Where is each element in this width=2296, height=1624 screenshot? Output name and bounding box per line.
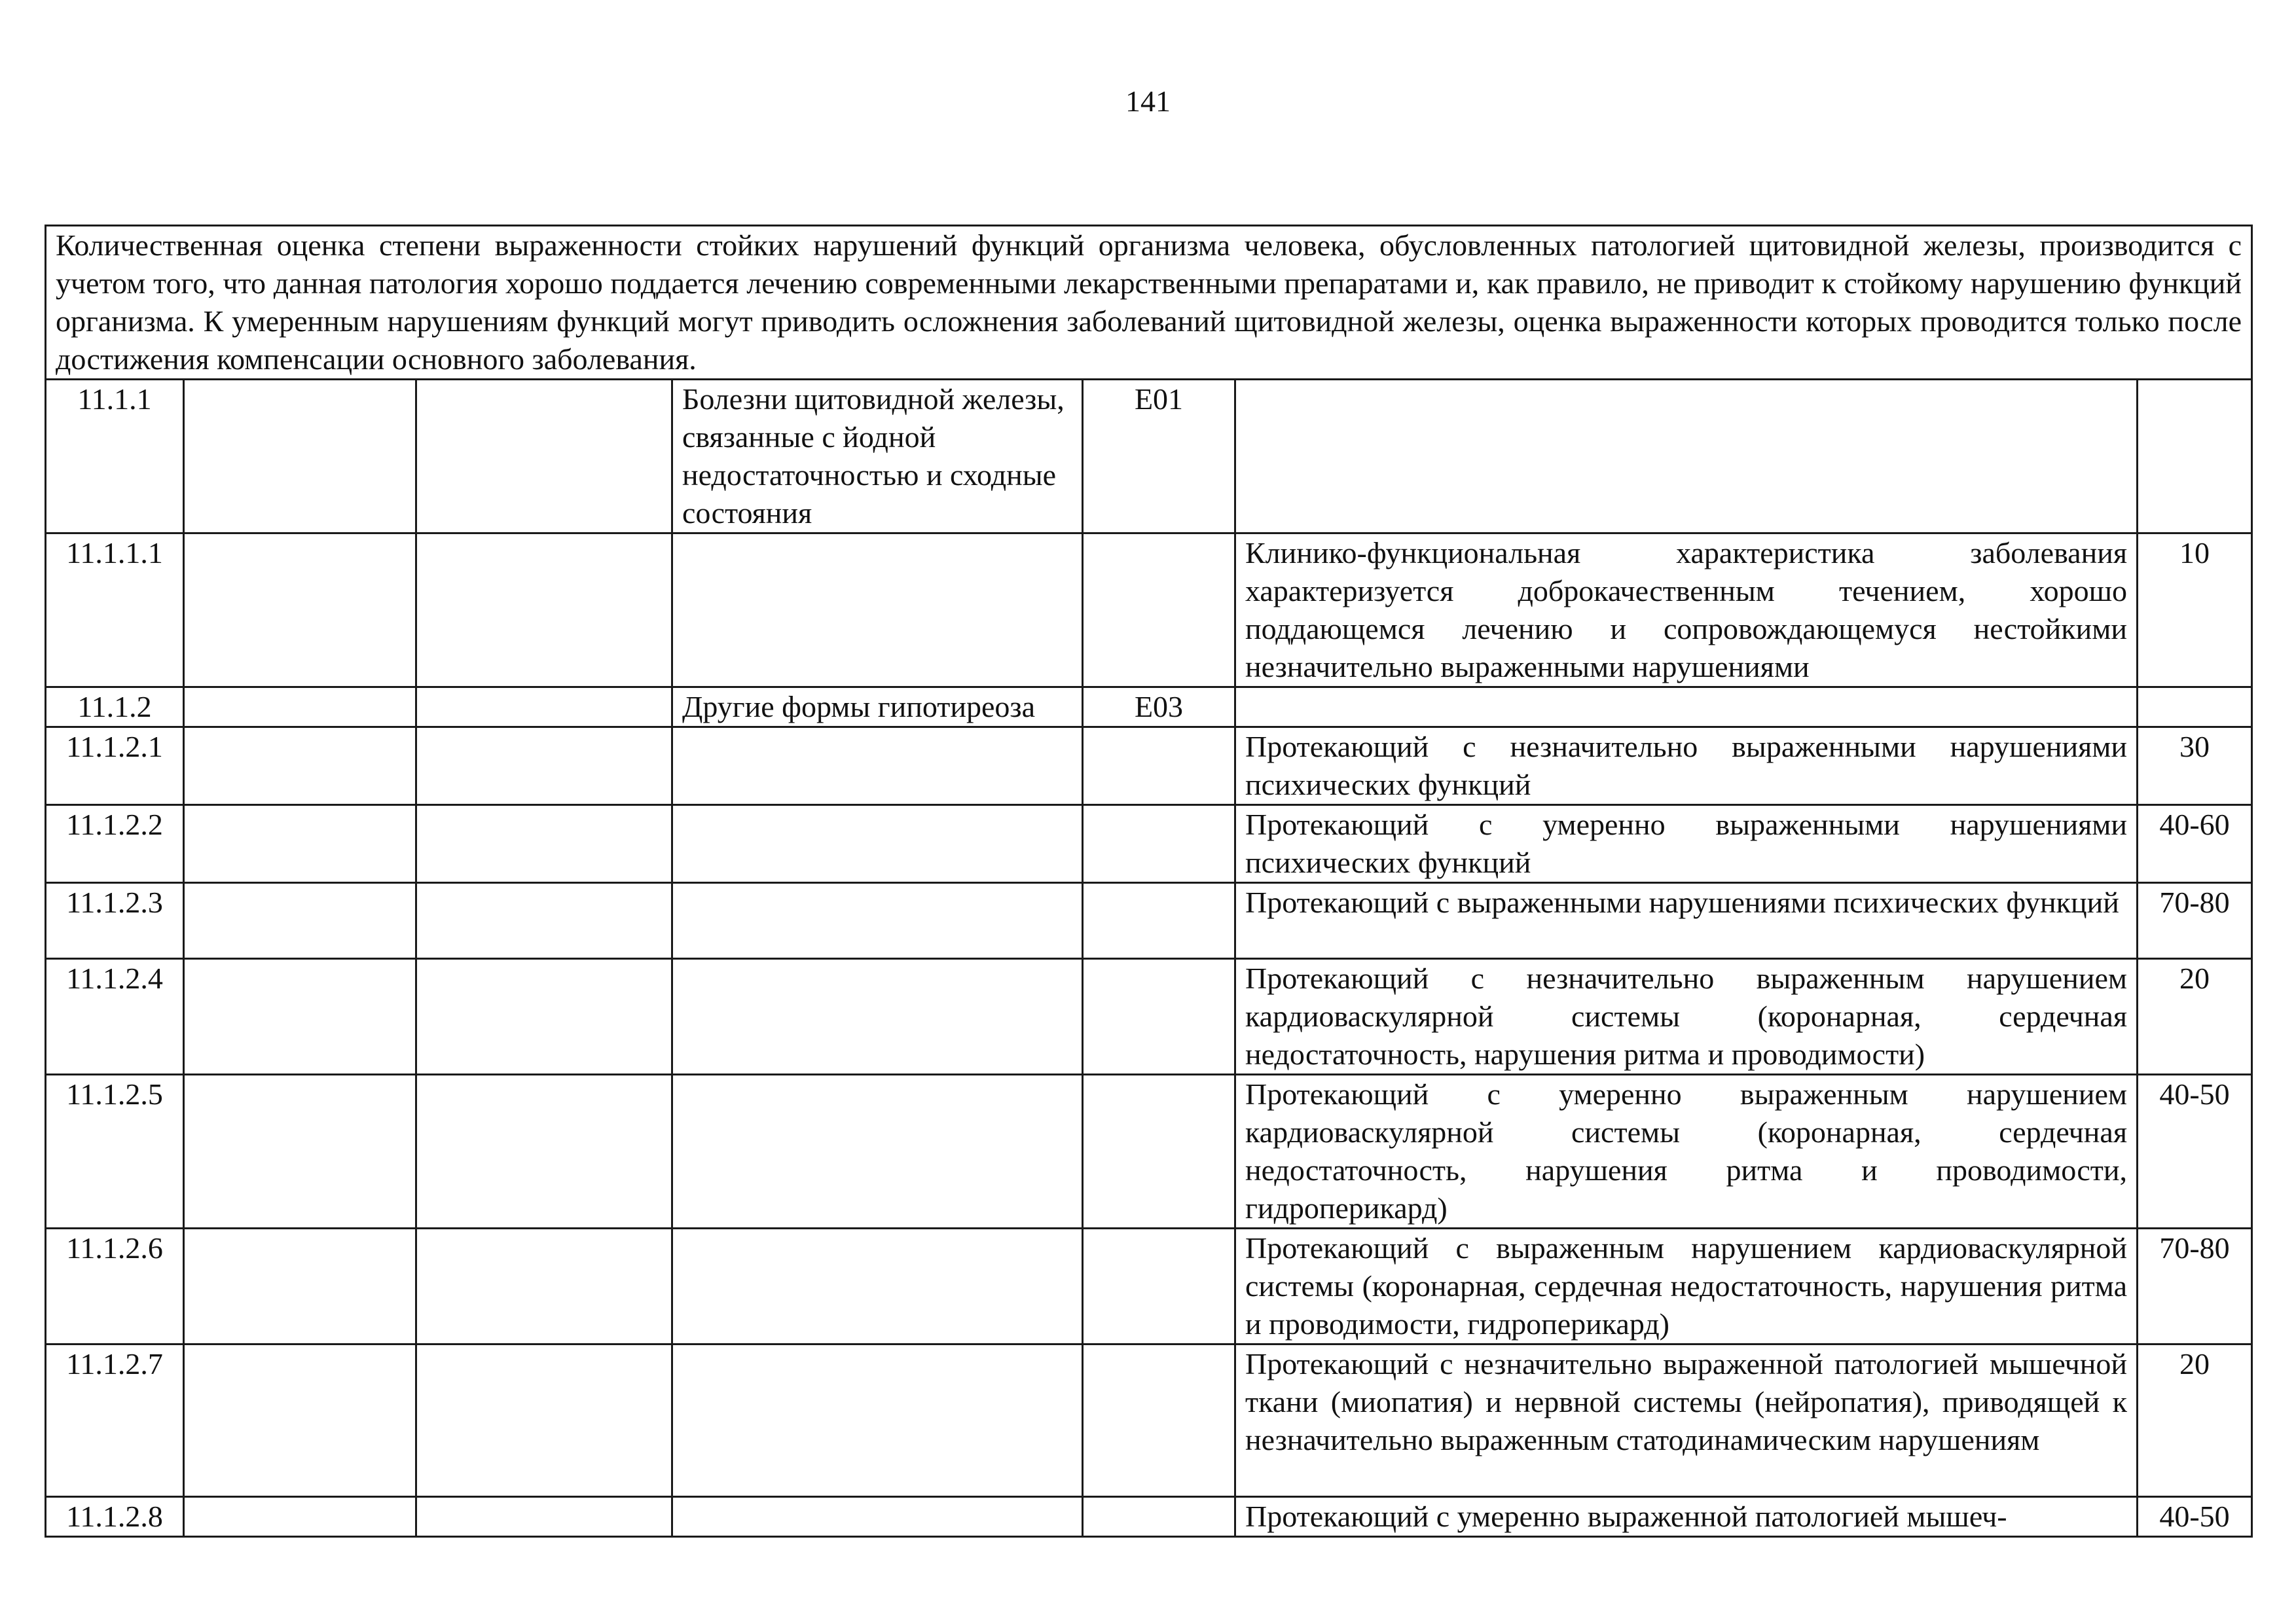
row-icd-code [1083,533,1235,687]
empty-cell [416,727,672,805]
intro-text: Количественная оценка степени выраженности стойких нарушений функций организма человека, обусловленных патологией щитовидной железы, производится с учетом того, что данная патология хорошо поддается лечению современными лекарственными препаратами и, как правило, не приводит к стойкому нарушению функций организма. К умеренным нарушениям функций могут приводить осложнения заболеваний щитовидной железы, оценка выраженности которых проводится только после достижения компенсации основного заболевания. [46,226,2252,380]
table-row [46,959,2252,1075]
empty-cell [184,533,416,687]
row-condition-name [672,959,1083,1075]
row-percentage [2138,380,2252,533]
empty-cell [416,1344,672,1497]
row-condition-name: Болезни щитовидной железы, связанные с йодной недостаточностью и сходные состояния [672,380,1083,533]
row-description [1235,687,2138,727]
row-percentage: 20 [2138,959,2252,1075]
classification-table [45,225,2253,1538]
row-percentage: 10 [2138,533,2252,687]
row-icd-code [1083,1229,1235,1344]
table-row [46,883,2252,959]
table-row [46,533,2252,687]
row-code: 11.1.2 [46,687,184,727]
row-description: Протекающий с выраженным нарушением кардиоваскулярной системы (коронарная, сердечная недостаточность, нарушения ритма и проводимости, гидроперикард) [1235,1229,2138,1344]
table-row [46,727,2252,805]
row-condition-name [672,533,1083,687]
row-icd-code [1083,727,1235,805]
empty-cell [184,687,416,727]
table-row [46,1075,2252,1229]
empty-cell [184,959,416,1075]
row-description: Протекающий с умеренно выраженным нарушением кардиоваскулярной системы (коронарная, сердечная недостаточность, нарушения ритма и проводимости, гидроперикард) [1235,1075,2138,1229]
empty-cell [416,533,672,687]
row-percentage: 20 [2138,1344,2252,1497]
row-percentage: 70-80 [2138,1229,2252,1344]
row-code: 11.1.2.3 [46,883,184,959]
empty-cell [416,1497,672,1537]
row-icd-code [1083,805,1235,883]
page-number: 141 [1125,84,1171,118]
row-percentage: 40-50 [2138,1497,2252,1537]
row-description [1235,380,2138,533]
row-percentage: 40-60 [2138,805,2252,883]
row-percentage: 40-50 [2138,1075,2252,1229]
row-description: Протекающий с умеренно выраженной патологией мышеч- [1235,1497,2138,1537]
row-condition-name [672,1075,1083,1229]
row-condition-name [672,1229,1083,1344]
row-code: 11.1.1 [46,380,184,533]
row-code: 11.1.2.1 [46,727,184,805]
row-icd-code [1083,1497,1235,1537]
table-row [46,1344,2252,1497]
row-condition-name: Другие формы гипотиреоза [672,687,1083,727]
table-row [46,1229,2252,1344]
row-description: Клинико-функциональная характеристика заболевания характеризуется доброкачественным течением, хорошо поддающемся лечению и сопровождающемуся нестойкими незначительно выраженными нарушениями [1235,533,2138,687]
table-body [46,226,2252,1537]
row-icd-code: E01 [1083,380,1235,533]
table-row [46,687,2252,727]
empty-cell [416,687,672,727]
row-description: Протекающий с выраженными нарушениями психических функций [1235,883,2138,959]
row-code: 11.1.2.6 [46,1229,184,1344]
table-row [46,1497,2252,1537]
empty-cell [184,380,416,533]
table-row [46,805,2252,883]
empty-cell [184,883,416,959]
empty-cell [184,727,416,805]
row-icd-code: E03 [1083,687,1235,727]
empty-cell [416,1075,672,1229]
row-condition-name [672,1497,1083,1537]
empty-cell [184,1497,416,1537]
row-percentage: 30 [2138,727,2252,805]
row-percentage [2138,687,2252,727]
intro-row [46,226,2252,380]
row-code: 11.1.2.4 [46,959,184,1075]
row-description: Протекающий с незначительно выраженной патологией мышечной ткани (миопатия) и нервной системы (нейропатия), приводящей к незначительно выраженным статодинамическим нарушениям [1235,1344,2138,1497]
row-code: 11.1.2.7 [46,1344,184,1497]
row-code: 11.1.1.1 [46,533,184,687]
table-row [46,380,2252,533]
empty-cell [184,805,416,883]
row-icd-code [1083,883,1235,959]
empty-cell [416,380,672,533]
empty-cell [416,959,672,1075]
empty-cell [416,1229,672,1344]
empty-cell [416,883,672,959]
row-condition-name [672,1344,1083,1497]
row-condition-name [672,727,1083,805]
row-code: 11.1.2.5 [46,1075,184,1229]
empty-cell [184,1229,416,1344]
empty-cell [416,805,672,883]
row-condition-name [672,883,1083,959]
empty-cell [184,1075,416,1229]
row-description: Протекающий с незначительно выраженным нарушением кардиоваскулярной системы (коронарная, сердечная недостаточность, нарушения ритма и проводимости) [1235,959,2138,1075]
row-code: 11.1.2.8 [46,1497,184,1537]
row-code: 11.1.2.2 [46,805,184,883]
row-icd-code [1083,959,1235,1075]
row-description: Протекающий с умеренно выраженными нарушениями психических функций [1235,805,2138,883]
empty-cell [184,1344,416,1497]
row-description: Протекающий с незначительно выраженными нарушениями психических функций [1235,727,2138,805]
row-icd-code [1083,1344,1235,1497]
row-condition-name [672,805,1083,883]
row-percentage: 70-80 [2138,883,2252,959]
row-icd-code [1083,1075,1235,1229]
